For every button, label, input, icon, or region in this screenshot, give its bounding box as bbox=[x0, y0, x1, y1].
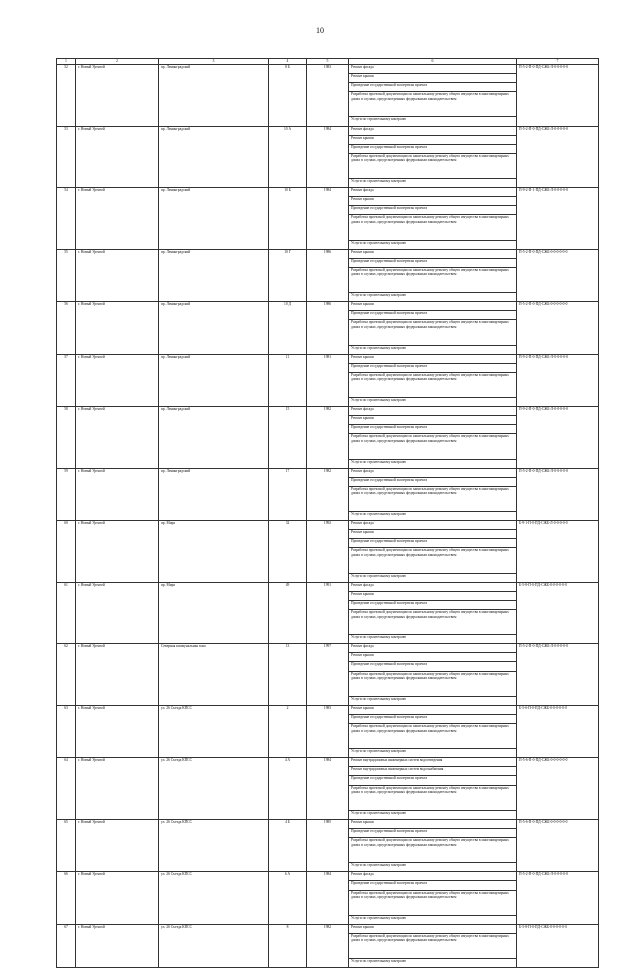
city-cell: г. Новый Уренгой bbox=[76, 521, 159, 583]
work-type-cell: Разработка проектной документации по капитальному ремонту общего имущества в многоквартирных домах в случаях, предусмотренных федеральным законодательством bbox=[349, 785, 517, 810]
row-number: 54 bbox=[57, 188, 76, 250]
row-number: 63 bbox=[57, 705, 76, 757]
column-number: 2 bbox=[76, 59, 159, 65]
work-type-cell: Проведение государственной экспертизы проекта bbox=[349, 144, 517, 153]
work-type-cell: Разработка проектной документации по капитальному ремонту общего имущества в многоквартирных домах в случаях, предусмотренных федеральным законодательством bbox=[349, 92, 517, 117]
work-type-cell: Ремонт фасада bbox=[349, 468, 517, 477]
city-cell: г. Новый Уренгой bbox=[76, 188, 159, 250]
work-type-cell: Ремонт крыши bbox=[349, 249, 517, 258]
house-number-cell: 17 bbox=[269, 468, 307, 520]
work-type-cell: Ремонт крыши bbox=[349, 354, 517, 363]
code-cell: П-5-2-П-0-ПД-СЖБ-Л-0-0-0-0-0 bbox=[517, 65, 599, 127]
work-type-cell: Услуги по строительному контролю bbox=[349, 459, 517, 468]
code-cell: Б-5-6-П-0-ПД-СЖБ-0-0-0-0-0-0 bbox=[517, 705, 599, 757]
table-row bbox=[57, 758, 599, 767]
code-cell: П-5-6-П-0-ПД-СЖБ-0-0-0-0-0-0 bbox=[517, 819, 599, 871]
street-cell: пр. Ленинградский bbox=[159, 354, 269, 406]
row-number: 64 bbox=[57, 758, 76, 820]
code-cell: П-5-2-П-0-ПД-СЖБ-0-0-0-0-0-0 bbox=[517, 302, 599, 354]
year-built-cell: 1984 bbox=[307, 758, 349, 820]
work-type-cell: Ремонт крыши bbox=[349, 819, 517, 828]
work-type-cell: Разработка проектной документации по капитальному ремонту общего имущества в многоквартирных домах в случаях, предусмотренных федеральным законодательством bbox=[349, 671, 517, 696]
row-number: 61 bbox=[57, 582, 76, 644]
table-row bbox=[57, 705, 599, 714]
work-type-cell: Услуги по строительному контролю bbox=[349, 179, 517, 188]
house-number-cell: 32 bbox=[269, 521, 307, 583]
work-type-cell: Проведение государственной экспертизы проекта bbox=[349, 714, 517, 723]
street-cell: пр. Ленинградский bbox=[159, 126, 269, 188]
row-number: 52 bbox=[57, 65, 76, 127]
work-type-cell: Услуги по строительному контролю bbox=[349, 398, 517, 407]
city-cell: г. Новый Уренгой bbox=[76, 65, 159, 127]
table-row bbox=[57, 819, 599, 828]
year-built-cell: 1983 bbox=[307, 65, 349, 127]
work-type-cell: Услуги по строительному контролю bbox=[349, 117, 517, 126]
street-cell: пр. Ленинградский bbox=[159, 468, 269, 520]
work-type-cell: Проведение государственной экспертизы проекта bbox=[349, 662, 517, 671]
street-cell: ул. 26 Съезда КПСС bbox=[159, 705, 269, 757]
work-type-cell: Проведение государственной экспертизы проекта bbox=[349, 881, 517, 890]
work-type-cell: Разработка проектной документации по капитальному ремонту общего имущества в многоквартирных домах в случаях, предусмотренных федеральным законодательством bbox=[349, 320, 517, 345]
city-cell: г. Новый Уренгой bbox=[76, 924, 159, 967]
city-cell: г. Новый Уренгой bbox=[76, 407, 159, 469]
work-type-cell: Разработка проектной документации по капитальному ремонту общего имущества в многоквартирных домах в случаях, предусмотренных федеральным законодательством bbox=[349, 890, 517, 915]
year-built-cell: 1991 bbox=[307, 582, 349, 644]
work-type-cell: Ремонт крыши bbox=[349, 135, 517, 144]
house-number-cell: 10 А bbox=[269, 126, 307, 188]
work-type-cell: Услуги по строительному контролю bbox=[349, 959, 517, 968]
work-type-cell: Разработка проектной документации по капитальному ремонту общего имущества в многоквартирных домах в случаях, предусмотренных федеральным законодательством bbox=[349, 434, 517, 459]
street-cell: ул. 26 Съезда КПСС bbox=[159, 819, 269, 871]
column-number: 5 bbox=[307, 59, 349, 65]
work-type-cell: Проведение государственной экспертизы проекта bbox=[349, 425, 517, 434]
year-built-cell: 1984 bbox=[307, 126, 349, 188]
year-built-cell: 1981 bbox=[307, 354, 349, 406]
year-built-cell: 1982 bbox=[307, 407, 349, 469]
street-cell: пр. Ленинградский bbox=[159, 302, 269, 354]
work-type-cell: Разработка проектной документации по капитальному ремонту общего имущества в многоквартирных домах в случаях, предусмотренных федеральным законодательством bbox=[349, 215, 517, 240]
house-number-cell: 8 Б bbox=[269, 65, 307, 127]
row-number: 56 bbox=[57, 302, 76, 354]
street-cell: пр. Ленинградский bbox=[159, 249, 269, 301]
year-built-cell: 1997 bbox=[307, 644, 349, 706]
city-cell: г. Новый Уренгой bbox=[76, 302, 159, 354]
work-type-cell: Услуги по строительному контролю bbox=[349, 240, 517, 249]
city-cell: г. Новый Уренгой bbox=[76, 819, 159, 871]
house-number-cell: 4 Б bbox=[269, 819, 307, 871]
work-type-cell: Ремонт крыши bbox=[349, 705, 517, 714]
year-built-cell: 1992 bbox=[307, 521, 349, 583]
table-row bbox=[57, 468, 599, 477]
code-cell: П-9-2-П-0-ПД-СЖБ-Л-0-0-0-0-0 bbox=[517, 354, 599, 406]
year-built-cell: 1982 bbox=[307, 924, 349, 967]
table-row bbox=[57, 188, 599, 197]
work-type-cell: Услуги по строительному контролю bbox=[349, 345, 517, 354]
city-cell: г. Новый Уренгой bbox=[76, 126, 159, 188]
house-number-cell: 15 bbox=[269, 407, 307, 469]
code-cell: П-9-2-П-0-ПД-СЖБ-Л-0-0-0-0-0 bbox=[517, 407, 599, 469]
street-cell: пр. Мира bbox=[159, 582, 269, 644]
work-type-cell: Проведение государственной экспертизы проекта bbox=[349, 600, 517, 609]
work-type-cell: Услуги по строительному контролю bbox=[349, 573, 517, 582]
column-number: 4 bbox=[269, 59, 307, 65]
year-built-cell: 1982 bbox=[307, 468, 349, 520]
city-cell: г. Новый Уренгой bbox=[76, 644, 159, 706]
table-row bbox=[57, 872, 599, 881]
house-number-cell: 4 А bbox=[269, 758, 307, 820]
house-number-cell: 13 bbox=[269, 644, 307, 706]
table-row bbox=[57, 302, 599, 311]
code-cell: П-5-6-П-0-ПД-СЖБ-0-0-0-0-0-0 bbox=[517, 758, 599, 820]
work-type-cell: Ремонт крыши bbox=[349, 924, 517, 933]
work-type-cell: Разработка проектной документации по капитальному ремонту общего имущества в многоквартирных домах в случаях, предусмотренных федеральным законодательством bbox=[349, 724, 517, 749]
city-cell: г. Новый Уренгой bbox=[76, 705, 159, 757]
table-row bbox=[57, 924, 599, 933]
code-cell: Б-9-1-П-0-ПД-СЖБ-Л-0-0-0-0-0 bbox=[517, 521, 599, 583]
row-number: 55 bbox=[57, 249, 76, 301]
row-number: 57 bbox=[57, 354, 76, 406]
work-type-cell: Разработка проектной документации по капитальному ремонту общего имущества в многоквартирных домах в случаях, предусмотренных федеральным законодательством bbox=[349, 609, 517, 634]
year-built-cell: 1986 bbox=[307, 249, 349, 301]
house-number-cell: 6 А bbox=[269, 872, 307, 924]
work-type-cell: Услуги по строительному контролю bbox=[349, 915, 517, 924]
table-row bbox=[57, 582, 599, 591]
work-type-cell: Ремонт крыши bbox=[349, 591, 517, 600]
code-cell: П-5-2-П-0-ПД-СЖБ-Л-0-0-0-0-0 bbox=[517, 644, 599, 706]
repair-program-sheet bbox=[56, 58, 598, 968]
work-type-cell: Услуги по строительному контролю bbox=[349, 810, 517, 819]
code-cell: П-5-2-П-0-ПД-СЖБ-0-0-0-0-0-0 bbox=[517, 249, 599, 301]
work-type-cell: Ремонт фасада bbox=[349, 126, 517, 135]
code-cell: П-5-2-П-0-ПД-СЖБ-Л-0-0-0-0-0 bbox=[517, 468, 599, 520]
work-type-cell: Ремонт внутридомовых инженерных систем водоснабжения bbox=[349, 767, 517, 776]
code-cell: Б-5-8-П-0-ПД-СЖБ-0-0-0-0-0-0 bbox=[517, 582, 599, 644]
work-type-cell: Проведение государственной экспертизы проекта bbox=[349, 776, 517, 785]
column-number: 7 bbox=[517, 59, 599, 65]
work-type-cell: Проведение государственной экспертизы проекта bbox=[349, 258, 517, 267]
work-type-cell: Ремонт фасада bbox=[349, 407, 517, 416]
street-cell: ул. 26 Съезда КПСС bbox=[159, 872, 269, 924]
work-type-cell: Разработка проектной документации по капитальному ремонту общего имущества в многоквартирных домах в случаях, предусмотренных федеральным законодательством bbox=[349, 153, 517, 178]
work-type-cell: Услуги по строительному контролю bbox=[349, 293, 517, 302]
work-type-cell: Ремонт крыши bbox=[349, 302, 517, 311]
work-type-cell: Услуги по строительному контролю bbox=[349, 749, 517, 758]
work-type-cell: Услуги по строительному контролю bbox=[349, 863, 517, 872]
work-type-cell: Ремонт фасада bbox=[349, 644, 517, 653]
row-number: 59 bbox=[57, 468, 76, 520]
table-row bbox=[57, 126, 599, 135]
table-row bbox=[57, 407, 599, 416]
work-type-cell: Ремонт фасада bbox=[349, 872, 517, 881]
work-type-cell: Услуги по строительному контролю bbox=[349, 635, 517, 644]
code-cell: П-5-2-П-0-ПД-СЖБ-Л-0-0-0-0-0 bbox=[517, 126, 599, 188]
street-cell: пр. Мира bbox=[159, 521, 269, 583]
street-cell: Северная коммунальная зона bbox=[159, 644, 269, 706]
work-type-cell: Проведение государственной экспертизы проекта bbox=[349, 828, 517, 837]
house-number-cell: 2 bbox=[269, 705, 307, 757]
work-type-cell: Проведение государственной экспертизы проекта bbox=[349, 477, 517, 486]
row-number: 66 bbox=[57, 872, 76, 924]
house-number-cell: 49 bbox=[269, 582, 307, 644]
work-type-cell: Ремонт фасада bbox=[349, 188, 517, 197]
table-body bbox=[57, 59, 599, 968]
house-number-cell: 11 bbox=[269, 354, 307, 406]
code-cell: П-5-2-П-0-ПД-СЖБ-Л-0-0-0-0-0 bbox=[517, 872, 599, 924]
city-cell: г. Новый Уренгой bbox=[76, 249, 159, 301]
column-number: 1 bbox=[57, 59, 76, 65]
table-row bbox=[57, 521, 599, 530]
year-built-cell: 1984 bbox=[307, 872, 349, 924]
work-type-cell: Ремонт фасада bbox=[349, 521, 517, 530]
street-cell: ул. 26 Съезда КПСС bbox=[159, 924, 269, 967]
work-type-cell: Проведение государственной экспертизы проекта bbox=[349, 206, 517, 215]
table-row bbox=[57, 644, 599, 653]
table-row bbox=[57, 65, 599, 74]
repair-program-table bbox=[56, 58, 599, 968]
code-cell: Б-5-8-П-0-ПД-СЖБ-0-0-0-0-0-0 bbox=[517, 924, 599, 967]
city-cell: г. Новый Уренгой bbox=[76, 582, 159, 644]
table-row bbox=[57, 354, 599, 363]
row-number: 65 bbox=[57, 819, 76, 871]
street-cell: ул. 26 Съезда КПСС bbox=[159, 758, 269, 820]
work-type-cell: Ремонт крыши bbox=[349, 197, 517, 206]
row-number: 53 bbox=[57, 126, 76, 188]
year-built-cell: 1986 bbox=[307, 302, 349, 354]
table-row bbox=[57, 249, 599, 258]
work-type-cell: Разработка проектной документации по капитальному ремонту общего имущества в многоквартирных домах в случаях, предусмотренных федеральным законодательством bbox=[349, 548, 517, 573]
work-type-cell: Ремонт фасада bbox=[349, 65, 517, 74]
work-type-cell: Ремонт внутридомовых инженерных систем водоотведения bbox=[349, 758, 517, 767]
page-number: 10 bbox=[316, 26, 324, 35]
row-number: 58 bbox=[57, 407, 76, 469]
street-cell: пр. Ленинградский bbox=[159, 407, 269, 469]
street-cell: пр. Ленинградский bbox=[159, 188, 269, 250]
year-built-cell: 1985 bbox=[307, 819, 349, 871]
row-number: 60 bbox=[57, 521, 76, 583]
work-type-cell: Услуги по строительному контролю bbox=[349, 512, 517, 521]
work-type-cell: Разработка проектной документации по капитальному ремонту общего имущества в многоквартирных домах в случаях, предусмотренных федеральным законодательством bbox=[349, 372, 517, 397]
work-type-cell: Ремонт крыши bbox=[349, 74, 517, 83]
work-type-cell: Проведение государственной экспертизы проекта bbox=[349, 83, 517, 92]
column-number: 3 bbox=[159, 59, 269, 65]
house-number-cell: 10 Г bbox=[269, 249, 307, 301]
city-cell: г. Новый Уренгой bbox=[76, 758, 159, 820]
work-type-cell: Ремонт крыши bbox=[349, 416, 517, 425]
city-cell: г. Новый Уренгой bbox=[76, 468, 159, 520]
row-number: 67 bbox=[57, 924, 76, 967]
year-built-cell: 1984 bbox=[307, 188, 349, 250]
house-number-cell: 10 Б bbox=[269, 188, 307, 250]
work-type-cell: Разработка проектной документации по капитальному ремонту общего имущества в многоквартирных домах в случаях, предусмотренных федеральным законодательством bbox=[349, 267, 517, 292]
column-number: 6 bbox=[349, 59, 517, 65]
work-type-cell: Проведение государственной экспертизы проекта bbox=[349, 539, 517, 548]
row-number: 62 bbox=[57, 644, 76, 706]
work-type-cell: Проведение государственной экспертизы проекта bbox=[349, 311, 517, 320]
code-cell: П-9-2-П-1-ПД-СЖБ-Л-0-0-0-0-0 bbox=[517, 188, 599, 250]
house-number-cell: 8 bbox=[269, 924, 307, 967]
work-type-cell: Ремонт крыши bbox=[349, 653, 517, 662]
work-type-cell: Ремонт фасада bbox=[349, 582, 517, 591]
work-type-cell: Ремонт крыши bbox=[349, 530, 517, 539]
house-number-cell: 10 Д bbox=[269, 302, 307, 354]
city-cell: г. Новый Уренгой bbox=[76, 872, 159, 924]
city-cell: г. Новый Уренгой bbox=[76, 354, 159, 406]
work-type-cell: Разработка проектной документации по капитальному ремонту общего имущества в многоквартирных домах в случаях, предусмотренных федеральным законодательством bbox=[349, 933, 517, 958]
work-type-cell: Услуги по строительному контролю bbox=[349, 696, 517, 705]
street-cell: пр. Ленинградский bbox=[159, 65, 269, 127]
work-type-cell: Разработка проектной документации по капитальному ремонту общего имущества в многоквартирных домах в случаях, предусмотренных федеральным законодательством bbox=[349, 486, 517, 511]
work-type-cell: Разработка проектной документации по капитальному ремонту общего имущества в многоквартирных домах в случаях, предусмотренных федеральным законодательством bbox=[349, 838, 517, 863]
year-built-cell: 1983 bbox=[307, 705, 349, 757]
work-type-cell: Проведение государственной экспертизы проекта bbox=[349, 363, 517, 372]
